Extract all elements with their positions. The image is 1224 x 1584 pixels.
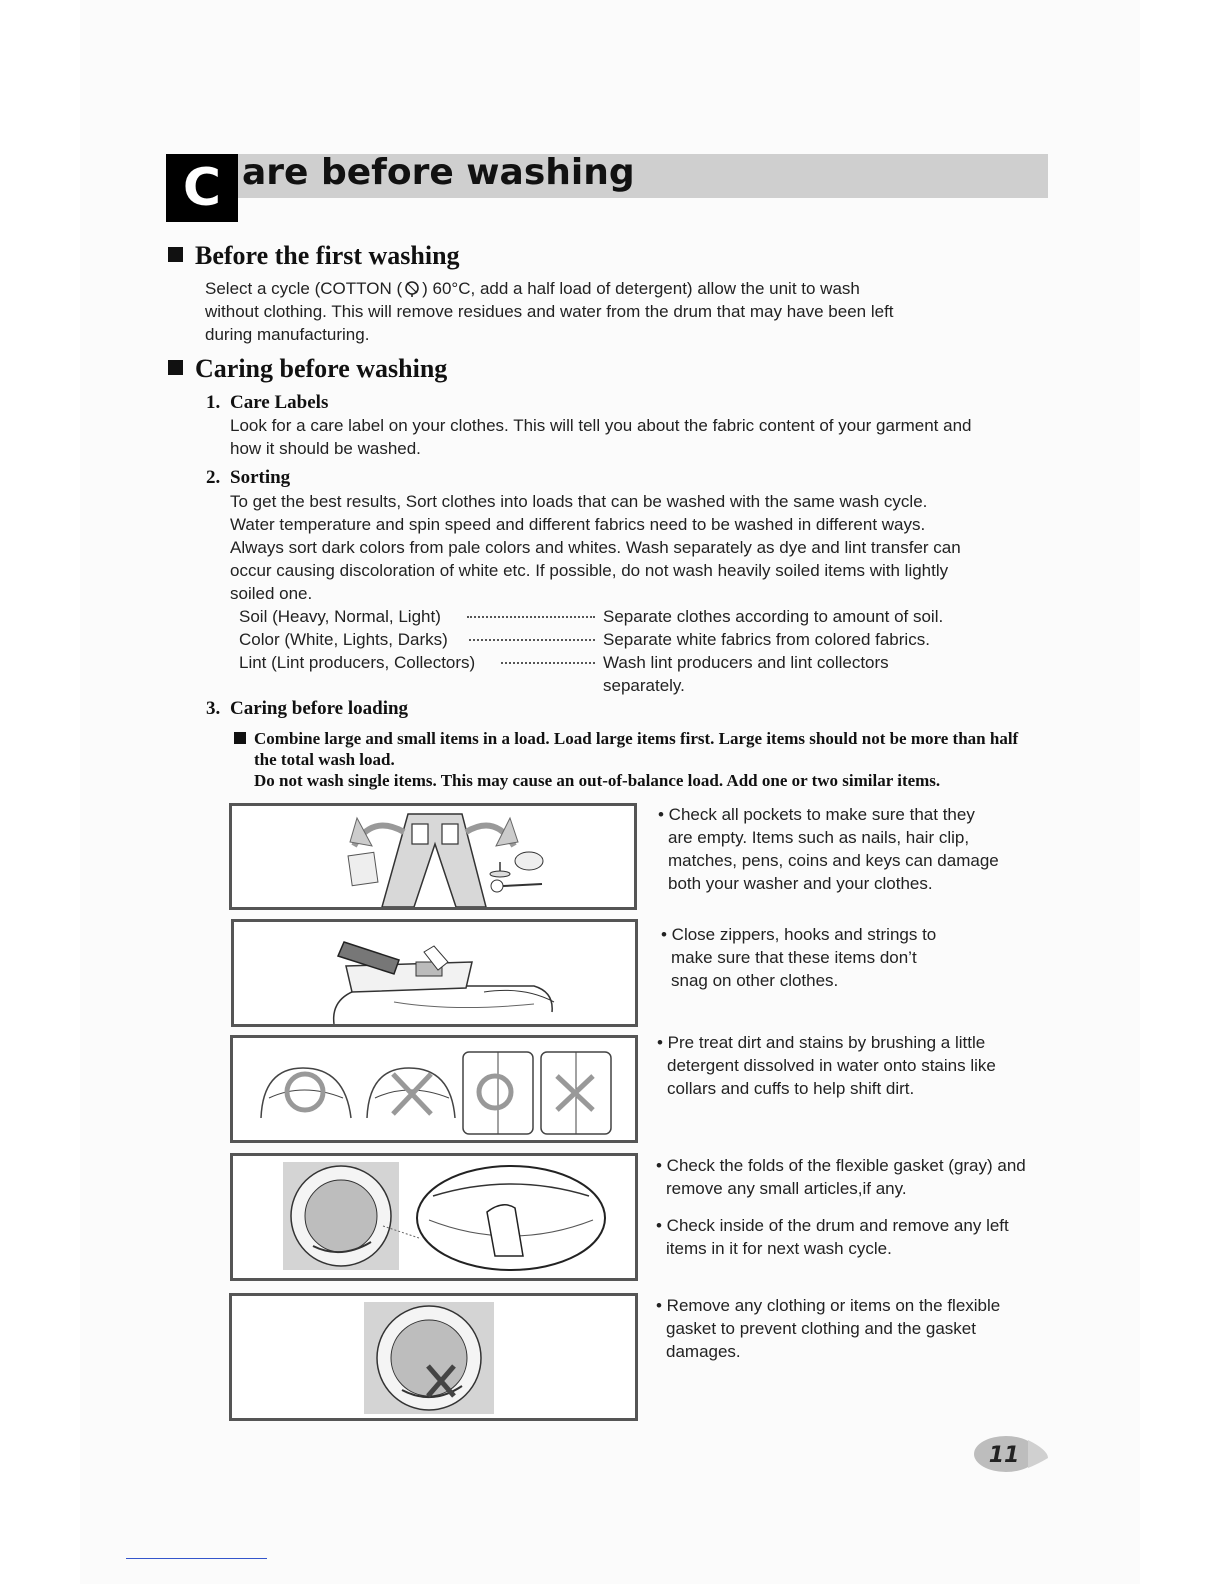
tip-line: items in it for next wash cycle.	[666, 1239, 892, 1258]
page-title: are before washing	[242, 152, 635, 193]
gasket-check-illustration	[233, 1156, 635, 1278]
page-number-badge	[972, 1432, 1052, 1481]
tip-line: both your washer and your clothes.	[668, 874, 933, 893]
care-labels-paragraph	[230, 414, 1040, 460]
tip-line: snag on other clothes.	[671, 971, 839, 990]
tip-line: gasket to prevent clothing and the gasket	[666, 1319, 976, 1338]
tip-line: remove any small articles,if any.	[666, 1179, 907, 1198]
collar-cuff-illustration	[233, 1038, 635, 1140]
title-initial: C	[166, 154, 238, 222]
square-bullet-icon	[168, 247, 183, 262]
sort-row-lint	[239, 651, 999, 697]
tip-zippers	[661, 923, 1041, 992]
heading-text: Before the first washing	[195, 241, 460, 270]
tip-line: • Remove any clothing or items on the flexible	[656, 1296, 1001, 1315]
heading-text: Caring before washing	[195, 354, 448, 383]
tip-drum-inside	[656, 1214, 1046, 1260]
dot-leader	[467, 616, 595, 618]
tip-line: • Check inside of the drum and remove any left	[656, 1216, 1009, 1235]
paragraph-line: without clothing. This will remove residues and water from the drum that may have been left	[205, 302, 894, 321]
detergent-illustration	[234, 922, 635, 1024]
loading-note	[234, 728, 1034, 792]
paragraph-line: Look for a care label on your clothes. This will tell you about the fabric content of your garment and	[230, 416, 972, 435]
tip-pretreat	[657, 1031, 1037, 1100]
heading-caring-before-washing	[168, 353, 447, 385]
sort-key: Color (White, Lights, Darks)	[239, 630, 448, 649]
tip-pockets	[658, 803, 1038, 895]
footer-link-underline	[126, 1558, 267, 1559]
sort-value: Separate clothes according to amount of soil.	[603, 607, 944, 626]
dot-leader	[469, 639, 595, 641]
sorting-paragraph	[230, 490, 1040, 605]
square-bullet-icon	[234, 732, 246, 744]
note-line: Combine large and small items in a load. Load large items first. Large items should not be more than half	[254, 729, 1019, 748]
sort-key: Lint (Lint producers, Collectors)	[239, 653, 476, 672]
gasket-clear-illustration-box	[229, 1293, 638, 1421]
sorting-heading: 2. Sorting	[206, 467, 291, 488]
tip-line: collars and cuffs to help shift dirt.	[667, 1079, 915, 1098]
pockets-illustration	[232, 806, 634, 907]
tip-line: • Check all pockets to make sure that they	[658, 805, 975, 824]
collar-cuff-illustration-box	[230, 1035, 638, 1143]
paragraph-line: how it should be washed.	[230, 439, 421, 458]
tip-line: are empty. Items such as nails, hair clip,	[668, 828, 970, 847]
caring-before-loading-heading: 3. Caring before loading	[206, 698, 409, 719]
sort-value: Wash lint producers and lint collectors separately.	[603, 653, 889, 695]
note-line: the total wash load.	[254, 750, 395, 769]
tip-line: make sure that these items don’t	[671, 948, 917, 967]
tip-line: damages.	[666, 1342, 741, 1361]
dot-leader	[501, 662, 595, 664]
tip-remove-clothing	[656, 1294, 1046, 1363]
page-number: 11	[988, 1443, 1020, 1468]
paragraph-line: Always sort dark colors from pale colors and whites. Wash separately as dye and lint transfer can	[230, 538, 961, 557]
tip-line: • Pre treat dirt and stains by brushing a little	[657, 1033, 986, 1052]
paragraph-line: Water temperature and spin speed and different fabrics need to be washed in different ways.	[230, 515, 926, 534]
pockets-illustration-box	[229, 803, 637, 910]
note-line: Do not wash single items. This may cause an out-of-balance load. Add one or two similar items.	[254, 771, 941, 790]
heading-before-first-washing	[168, 240, 460, 272]
sort-key: Soil (Heavy, Normal, Light)	[239, 607, 441, 626]
paragraph-line: during manufacturing.	[205, 325, 370, 344]
tip-line: detergent dissolved in water onto stains like	[667, 1056, 996, 1075]
tip-line: • Check the folds of the flexible gasket (gray) and	[656, 1156, 1026, 1175]
tip-gasket-folds	[656, 1154, 1046, 1200]
paragraph-line: soiled one.	[230, 584, 313, 603]
page-number-shape	[972, 1432, 1052, 1476]
square-bullet-icon	[168, 360, 183, 375]
tip-line: • Close zippers, hooks and strings to	[661, 925, 937, 944]
detergent-illustration-box	[231, 919, 638, 1027]
paragraph-line: To get the best results, Sort clothes into loads that can be washed with the same wash cycle.	[230, 492, 928, 511]
care-labels-heading: 1. Care Labels	[206, 392, 329, 413]
first-wash-paragraph	[205, 277, 1025, 346]
cotton-cycle-icon	[402, 279, 422, 297]
paragraph-line: Select a cycle (COTTON ( ) 60°C, add a half load of detergent) allow the unit to wash	[205, 279, 860, 298]
paragraph-line: occur causing discoloration of white etc. If possible, do not wash heavily soiled items with lightly	[230, 561, 949, 580]
gasket-check-illustration-box	[230, 1153, 638, 1281]
tip-line: matches, pens, coins and keys can damage	[668, 851, 999, 870]
sort-value: Separate white fabrics from colored fabrics.	[603, 630, 930, 649]
gasket-clear-illustration	[232, 1296, 635, 1418]
